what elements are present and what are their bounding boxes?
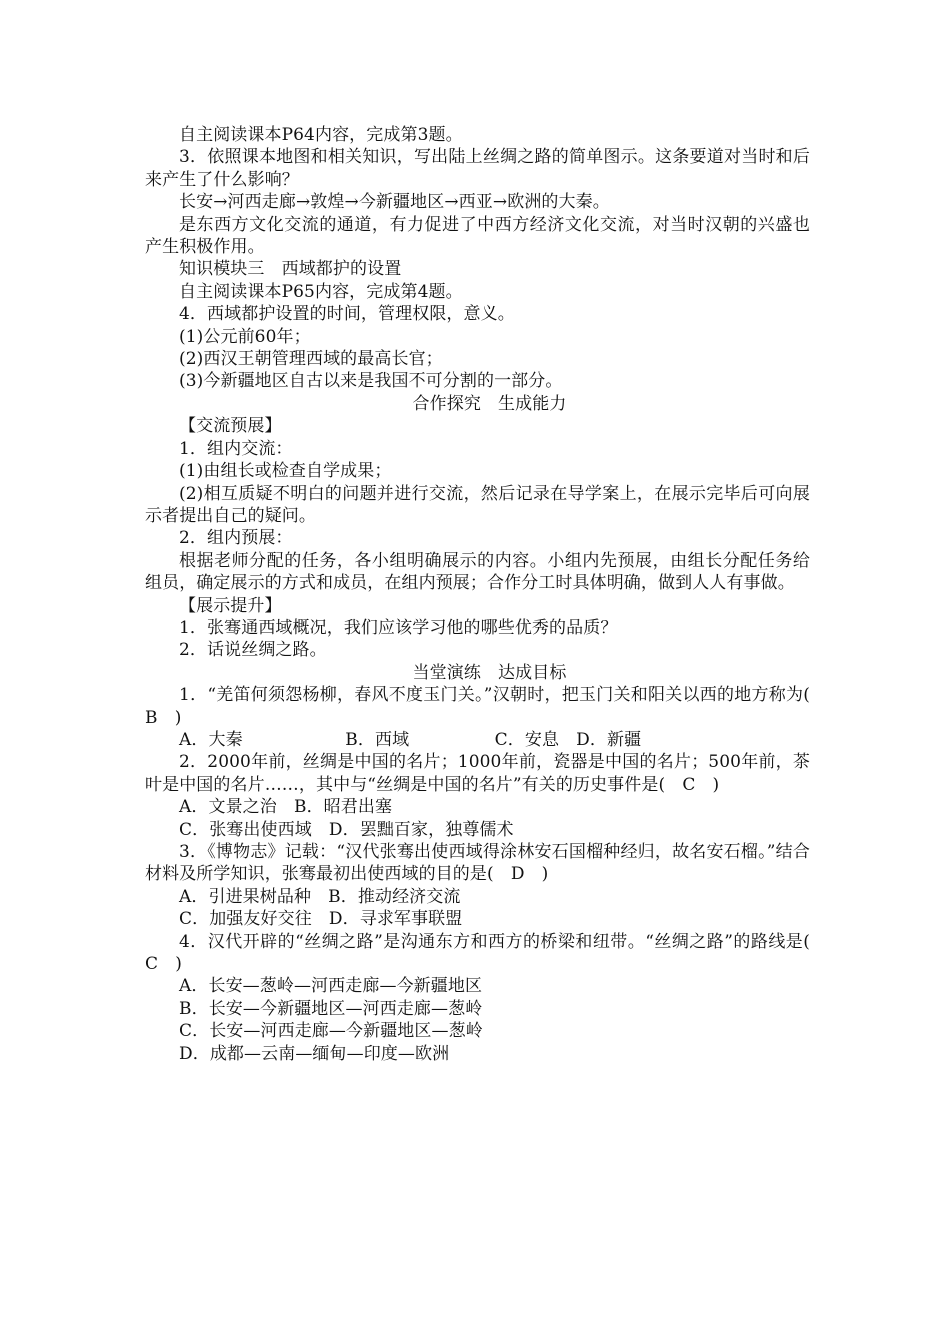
section-title: 当堂演练 达成目标 [412,662,567,683]
exercise-3: 3．《博物志》记载：“汉代张骞出使西域得涂林安石国榴种经归，故名安石榴。”结合材料及所学知识，张骞最初出使西域的目的是( D ) [145,842,810,885]
exercise-options: A．长安—葱岭—河西走廊—今新疆地区 [179,976,483,997]
paragraph: (1)由组长或检查自学成果； [179,461,392,482]
subsection-heading: 【交流预展】 [179,416,282,437]
exercise-options: C．张骞出使西域 D．罢黜百家，独尊儒术 [179,819,514,840]
exercise-options: C．长安—河西走廊—今新疆地区—葱岭 [179,1021,483,1042]
question-4: 4．西域都护设置的时间，管理权限，意义。 [179,304,515,325]
answer-route: 长安→河西走廊→敦煌→今新疆地区→西亚→欧洲的大秦。 [179,192,610,213]
document-body [145,124,828,1065]
answer-item: (1)公元前60年； [179,326,311,347]
subsection-heading: 【展示提升】 [179,595,282,616]
exercise-options: A．引进果树品种 B．推动经济交流 [179,886,461,907]
question-3: 3．依照课本地图和相关知识，写出陆上丝绸之路的简单图示。这条要道对当时和后来产生了什么影响？ [145,147,810,190]
exercise-options: A．文景之治 B．昭君出塞 [179,797,393,818]
section-title: 合作探究 生成能力 [412,393,567,414]
paragraph: 1．组内交流： [179,438,293,459]
answer-item: (2)西汉王朝管理西域的最高长官； [179,349,443,370]
paragraph: 自主阅读课本P64内容，完成第3题。 [179,125,463,145]
exercise-1: 1．“羌笛何须怨杨柳，春风不度玉门关。”汉朝时，把玉门关和阳关以西的地方称为( B ) [145,685,828,728]
exercise-options: D．成都—云南—缅甸—印度—欧洲 [179,1043,450,1064]
exercise-2: 2．2000年前，丝绸是中国的名片；1000年前，瓷器是中国的名片；500年前，茶叶是中国的名片……，其中与“丝绸是中国的名片”有关的历史事件是( C ) [145,752,810,795]
paragraph: 2．话说丝绸之路。 [179,640,327,661]
paragraph: 1．张骞通西域概况，我们应该学习他的哪些优秀的品质？ [179,617,618,638]
paragraph: 2．组内预展： [179,528,293,549]
exercise-4: 4．汉代开辟的“丝绸之路”是沟通东方和西方的桥梁和纽带。“丝绸之路”的路线是( C ) [145,931,828,975]
section-heading: 知识模块三 西域都护的设置 [179,259,402,280]
answer-item: (3)今新疆地区自古以来是我国不可分割的一部分。 [179,371,563,392]
exercise-options: A．大秦 B．西域 C．安息 D．新疆 [179,729,642,750]
exercise-options: C．加强友好交往 D．寻求军事联盟 [179,909,463,930]
paragraph: (2)相互质疑不明白的问题并进行交流，然后记录在导学案上，在展示完毕后可向展示者提出自己的疑问。 [145,483,810,526]
exercise-options: B．长安—今新疆地区—河西走廊—葱岭 [179,998,483,1019]
paragraph: 自主阅读课本P65内容，完成第4题。 [179,281,463,302]
paragraph: 根据老师分配的任务，各小组明确展示的内容。小组内先预展，由组长分配任务给组员，确定展示的方式和成员，在组内预展；合作分工时具体明确，做到人人有事做。 [145,550,810,594]
answer-influence: 是东西方文化交流的通道，有力促进了中西方经济文化交流，对当时汉朝的兴盛也产生积极作用。 [145,214,810,258]
